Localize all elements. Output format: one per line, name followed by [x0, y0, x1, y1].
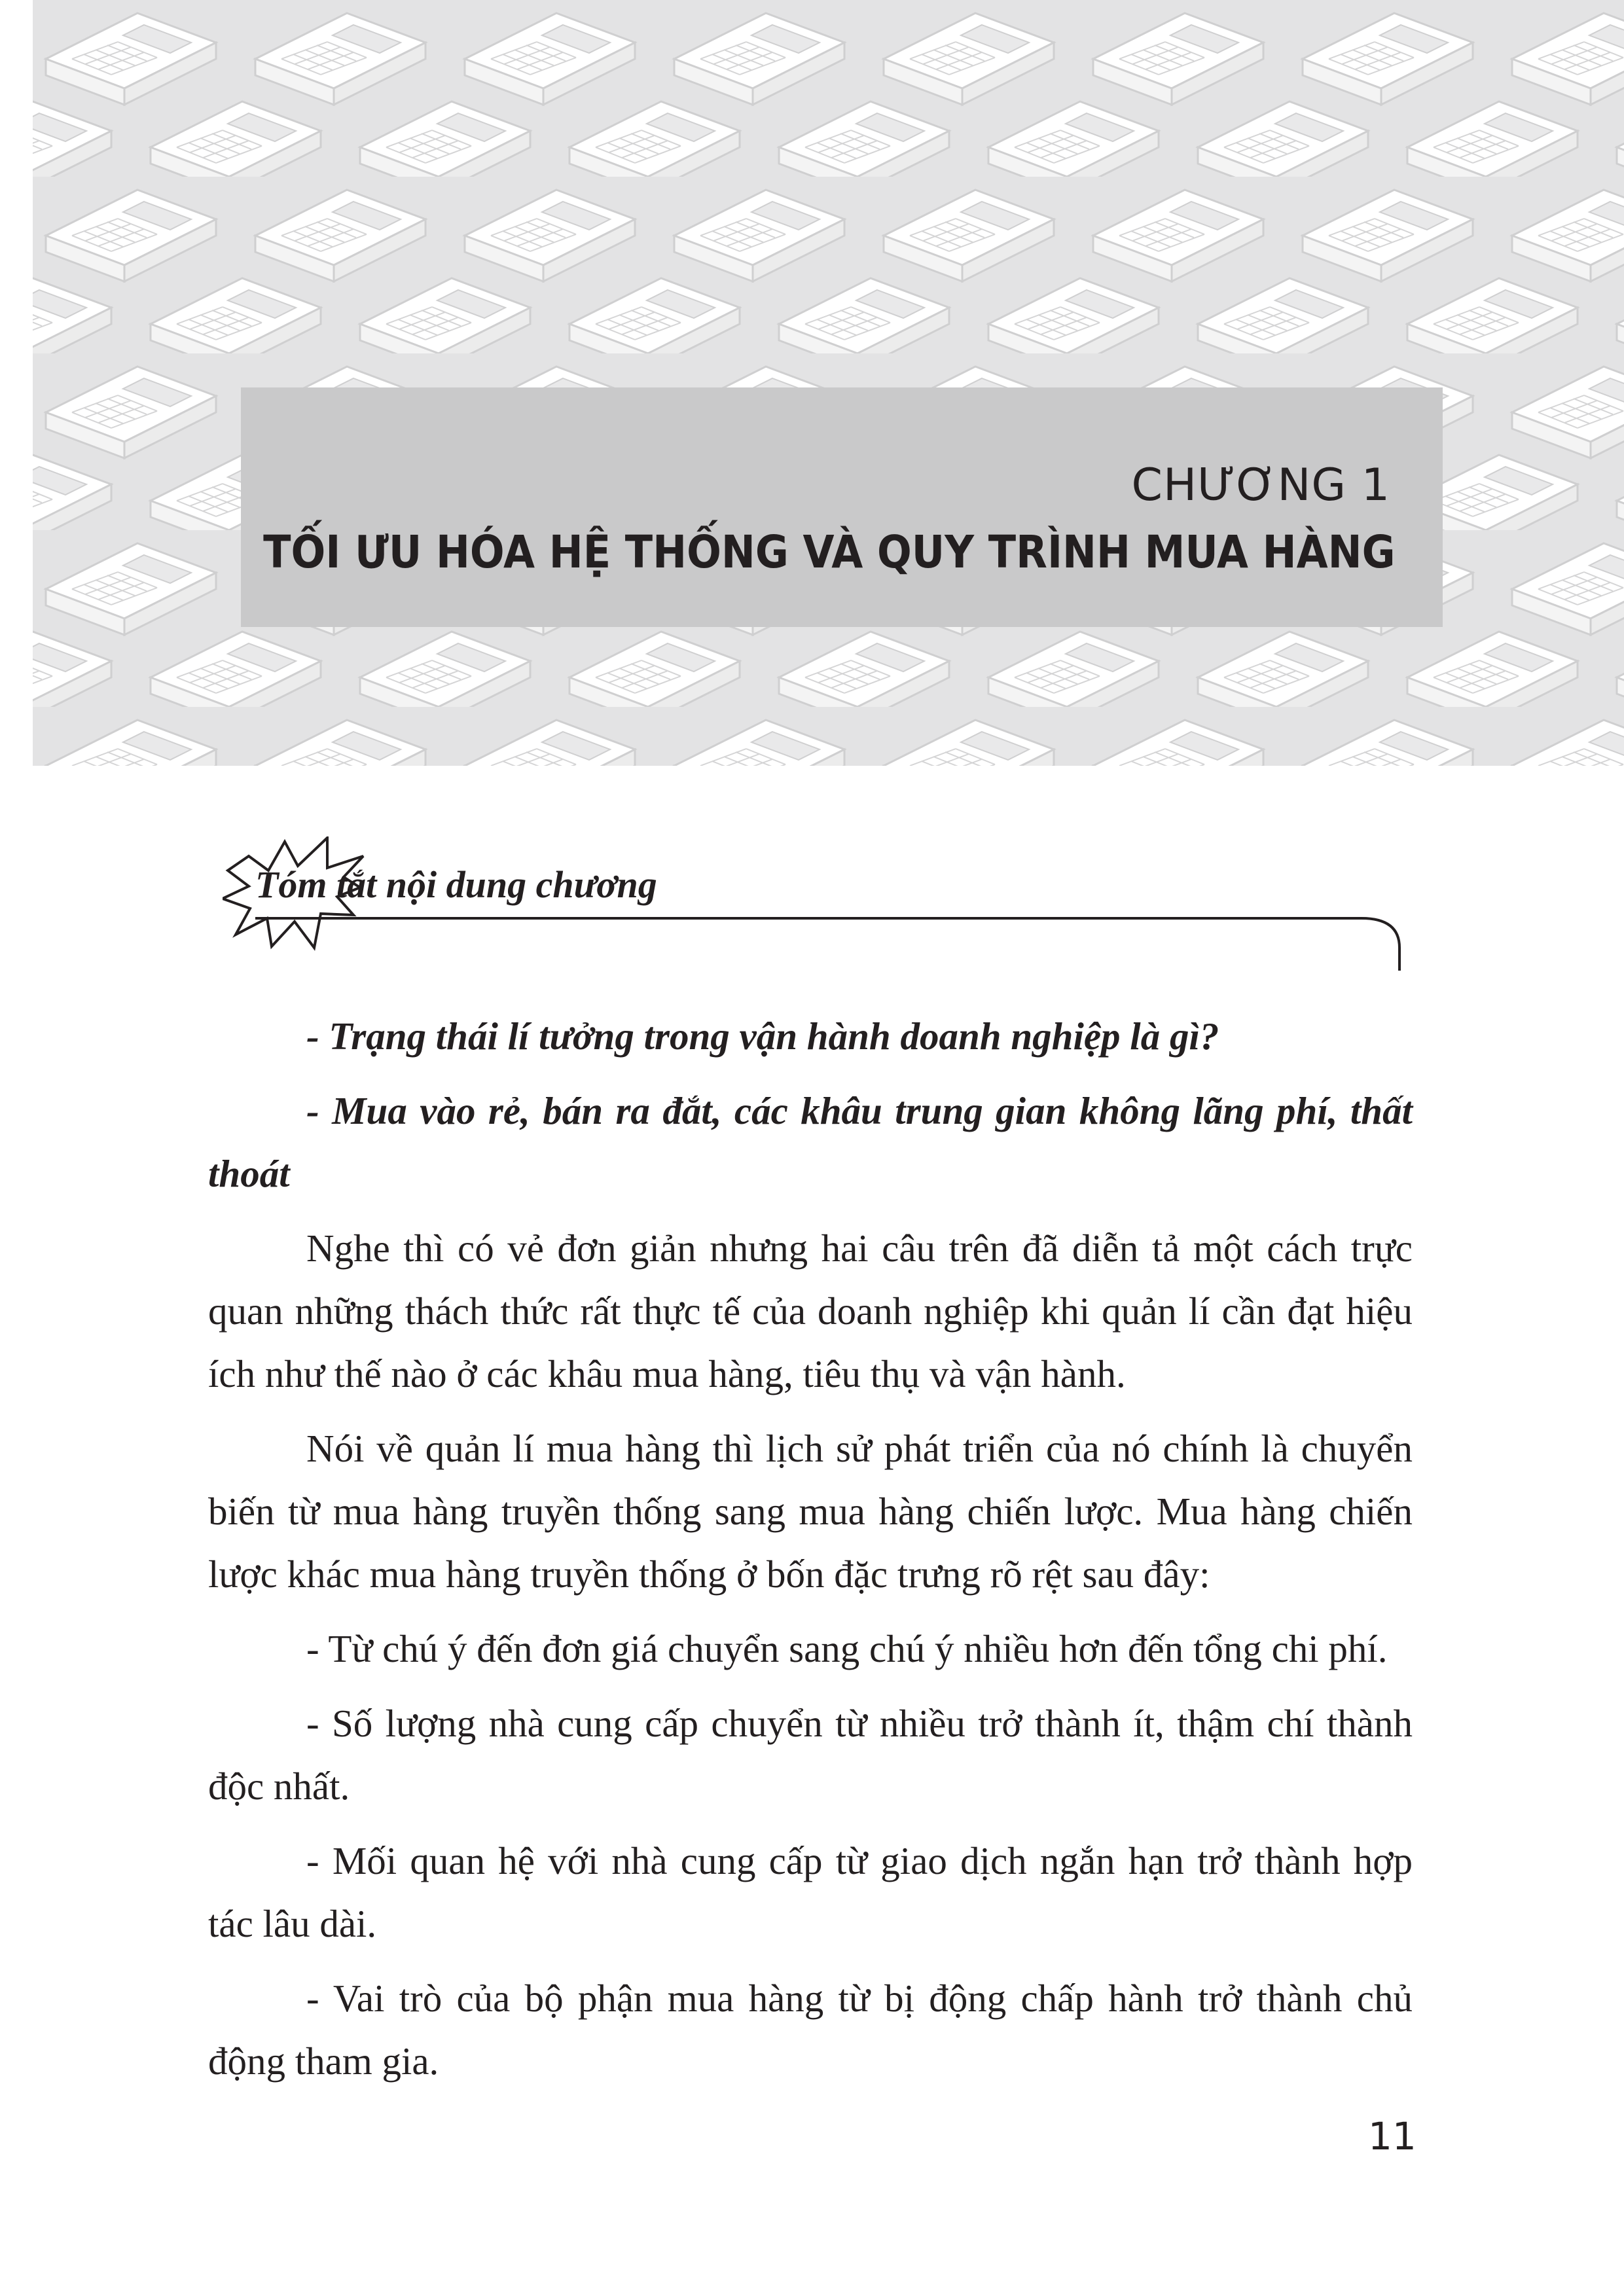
page-number: 11 — [1368, 2114, 1416, 2159]
heading-underline — [223, 836, 1414, 980]
chapter-title-box — [241, 387, 1443, 627]
body-paragraph: Nói về quản lí mua hàng thì lịch sử phát triển của nó chính là chuyển biến từ mua hàng truyền thống sang mua hàng chiến lược. Mua hàng chiến lược khác mua hàng truyền thống ở bốn đặc trưng rõ rệt sau đây: — [208, 1427, 1413, 1596]
summary-title: Tóm tắt nội dung chương — [255, 863, 657, 906]
list-item: - Mối quan hệ với nhà cung cấp từ giao dịch ngắn hạn trở thành hợp tác lâu dài. — [208, 1839, 1413, 1945]
chapter-banner — [33, 0, 1624, 766]
list-item: - Từ chú ý đến đơn giá chuyển sang chú ý nhiều hơn đến tổng chi phí. — [306, 1627, 1388, 1670]
calculator-pattern — [33, 0, 1624, 766]
body-paragraph: Nghe thì có vẻ đơn giản nhưng hai câu trên đã diễn tả một cách trực quan những thách thức rất thực tế của doanh nghiệp khi quản lí cần đạt hiệu ích như thế nào ở các khâu mua hàng, tiêu thụ và vận hành. — [208, 1227, 1413, 1395]
list-item: - Vai trò của bộ phận mua hàng từ bị động chấp hành trở thành chủ động tham gia. — [208, 1977, 1413, 2083]
list-item: - Số lượng nhà cung cấp chuyển từ nhiều trở thành ít, thậm chí thành độc nhất. — [208, 1702, 1413, 1808]
chapter-summary-body — [208, 1005, 1413, 2104]
answer-paragraph: - Mua vào rẻ, bán ra đắt, các khâu trung gian không lãng phí, thất thoát — [208, 1089, 1413, 1195]
chapter-title: TỐI ƯU HÓA HỆ THỐNG VÀ QUY TRÌNH MUA HÀNG — [263, 526, 1396, 579]
summary-heading-block — [223, 836, 1414, 980]
question-paragraph: - Trạng thái lí tưởng trong vận hành doanh nghiệp là gì? — [306, 1014, 1219, 1058]
chapter-label: CHƯƠNG 1 — [1131, 459, 1390, 511]
